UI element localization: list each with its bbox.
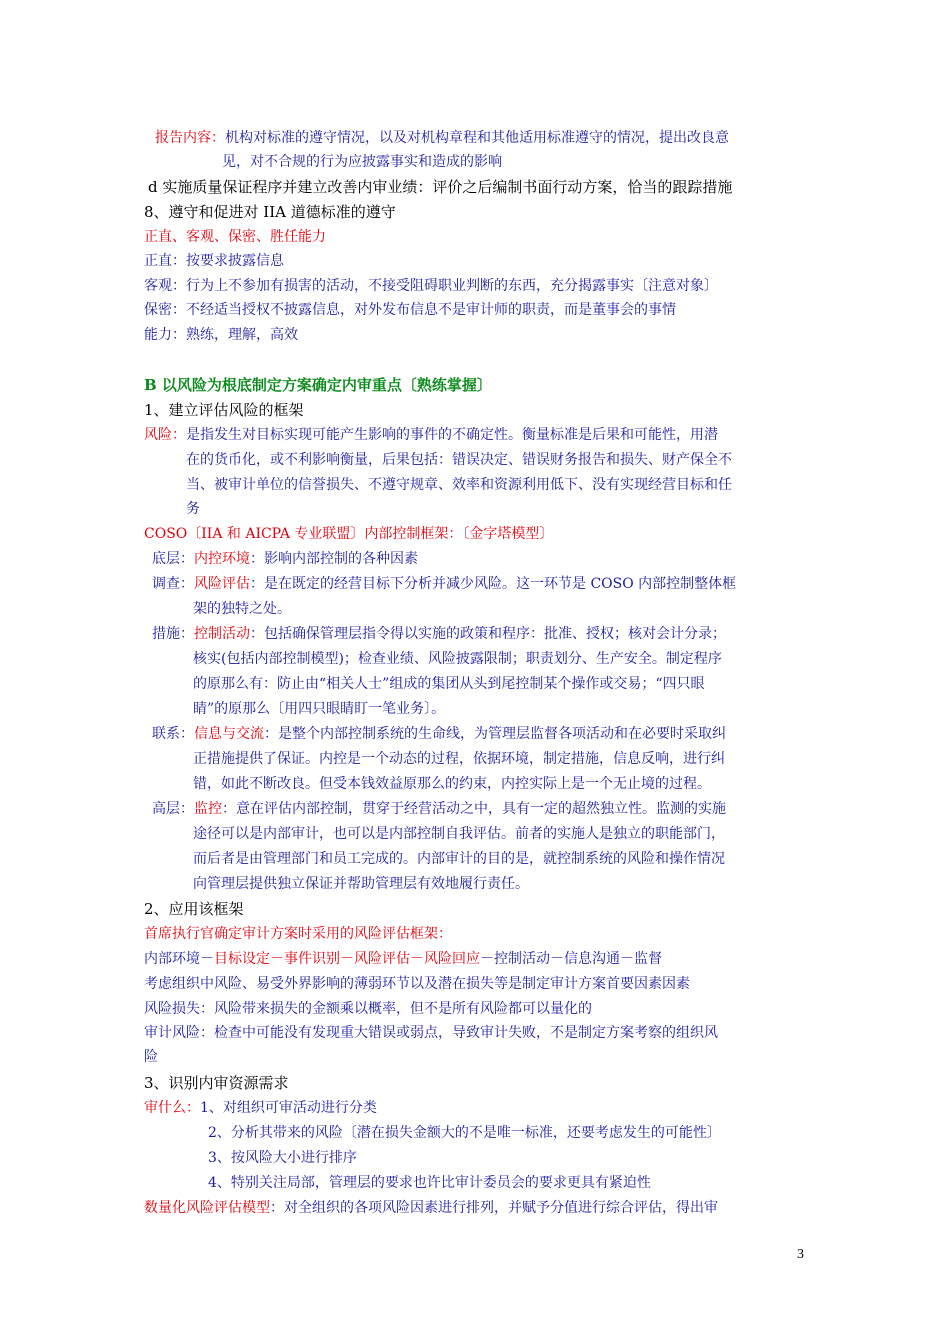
risk-line-3: 当、被审计单位的信誉损失、不遵守规章、效率和资源利用低下、没有实现经营目标和任: [186, 477, 732, 493]
sub-3-heading: 3、识别内审资源需求: [144, 1074, 289, 1092]
risk-line-2: 在的货币化，或不利影响衡量，后果包括：错误决定、错误财务报告和损失、财产保全不: [186, 452, 732, 468]
consider-line: 考虑组织中风险、易受外界影响的薄弱环节以及潜在损失等是制定审计方案首要因素因素: [144, 976, 690, 992]
item-d: d 实施质量保证程序并建立改善内审业绩：评价之后编制书面行动方案，恰当的跟踪措施: [148, 178, 733, 196]
coso-top-line-2: 途径可以是内部审计，也可以是内部控制自我评估。前者的实施人是独立的职能部门，: [193, 826, 725, 842]
coso-top-line-1: 高层：监控：意在评估内部控制，贯穿于经营活动之中，具有一定的超然独立性。监测的实施: [152, 801, 726, 817]
section-b-heading: B 以风险为根底制定方案确定内审重点〔熟练掌握〕: [144, 376, 492, 394]
coso-heading: COSO〔IIA 和 AICPA 专业联盟〕内部控制框架：〔金字塔模型〕: [144, 526, 554, 542]
coso-survey-line-2: 架的独特之处。: [193, 601, 291, 617]
coso-survey-line-1: 调查：风险评估：是在既定的经营目标下分析并减少风险。这一环节是 COSO 内部控制整体框: [152, 576, 737, 592]
what-to-audit-4: 4、特别关注局部，管理层的要求也许比审计委员会的要求更具有紧迫性: [208, 1175, 651, 1191]
risk-line-1: 风险：是指发生对目标实现可能产生影响的事件的不确定性。衡量标准是后果和可能性，用潜: [144, 427, 718, 443]
sub-1-heading: 1、建立评估风险的框架: [144, 401, 304, 419]
ceo-framework-heading: 首席执行官确定审计方案时采用的风险评估框架：: [144, 926, 452, 942]
what-to-audit-1: 审什么：1、对组织可审活动进行分类: [144, 1100, 377, 1116]
report-content-line-1: 报告内容：机构对标准的遵守情况，以及对机构章程和其他适用标准遵守的情况，提出改良意: [155, 130, 729, 146]
coso-top-line-4: 向管理层提供独立保证并帮助管理层有效地履行责任。: [193, 876, 529, 892]
what-to-audit-3: 3、按风险大小进行排序: [208, 1150, 357, 1166]
audit-risk-line-2: 险: [144, 1049, 158, 1065]
risk-line-4: 务: [186, 501, 200, 517]
coso-link-line-1: 联系：信息与交流：是整个内部控制系统的生命线，为管理层监督各项活动和在必要时采取纠: [152, 726, 726, 742]
ethics-principles: 正直、客观、保密、胜任能力: [144, 229, 326, 245]
coso-measures-line-3: 的原那么有：防止由“相关人士”组成的集团从头到尾控制某个操作或交易；“四只眼: [193, 676, 705, 692]
audit-risk-line-1: 审计风险：检查中可能没有发现重大错误或弱点，导致审计失败，不是制定方案考察的组织风: [144, 1025, 718, 1041]
coso-link-line-2: 正措施提供了保证。内控是一个动态的过程，依据环境，制定措施，信息反响，进行纠: [193, 751, 725, 767]
coso-measures-line-2: 核实(包括内部控制模型)；检查业绩、风险披露限制；职责划分、生产安全。制定程序: [193, 651, 722, 667]
coso-measures-line-4: 睛”的原那么〔用四只眼睛盯一笔业务〕。: [193, 701, 446, 717]
page-number: 3: [797, 1247, 804, 1262]
sub-2-heading: 2、应用该框架: [144, 900, 244, 918]
section-8-heading: 8、遵守和促进对 IIA 道德标准的遵守: [144, 203, 396, 221]
report-content-line-2: 见，对不合规的行为应披露事实和造成的影响: [222, 154, 502, 170]
framework-chain: 内部环境－目标设定－事件识别－风险评估－风险回应－控制活动－信息沟通－监督: [144, 951, 662, 967]
coso-bottom: 底层：内控环境：影响内部控制的各种因素: [152, 551, 418, 567]
risk-loss-line: 风险损失：风险带来损失的金额乘以概率，但不是所有风险都可以量化的: [144, 1001, 592, 1017]
confidentiality-line: 保密：不经适当授权不披露信息，对外发布信息不是审计师的职责，而是董事会的事情: [144, 302, 676, 318]
what-to-audit-2: 2、分析其带来的风险〔潜在损失金额大的不是唯一标准，还要考虑发生的可能性〕: [208, 1125, 721, 1141]
coso-measures-line-1: 措施：控制活动：包括确保管理层指令得以实施的政策和程序：批准、授权；核对会计分录；: [152, 626, 726, 642]
integrity-line: 正直：按要求披露信息: [144, 253, 284, 269]
coso-top-line-3: 而后者是由管理部门和员工完成的。内部审计的目的是，就控制系统的风险和操作情况: [193, 851, 725, 867]
competency-line: 能力：熟练，理解，高效: [144, 327, 298, 343]
objectivity-line: 客观：行为上不参加有损害的活动，不接受阻碍职业判断的东西，充分揭露事实〔注意对象〕: [144, 278, 718, 294]
coso-link-line-3: 错，如此不断改良。但受本钱效益原那么的约束，内控实际上是一个无止境的过程。: [193, 776, 711, 792]
quant-model-line: 数量化风险评估模型：对全组织的各项风险因素进行排列，并赋予分值进行综合评估，得出审: [144, 1200, 718, 1216]
